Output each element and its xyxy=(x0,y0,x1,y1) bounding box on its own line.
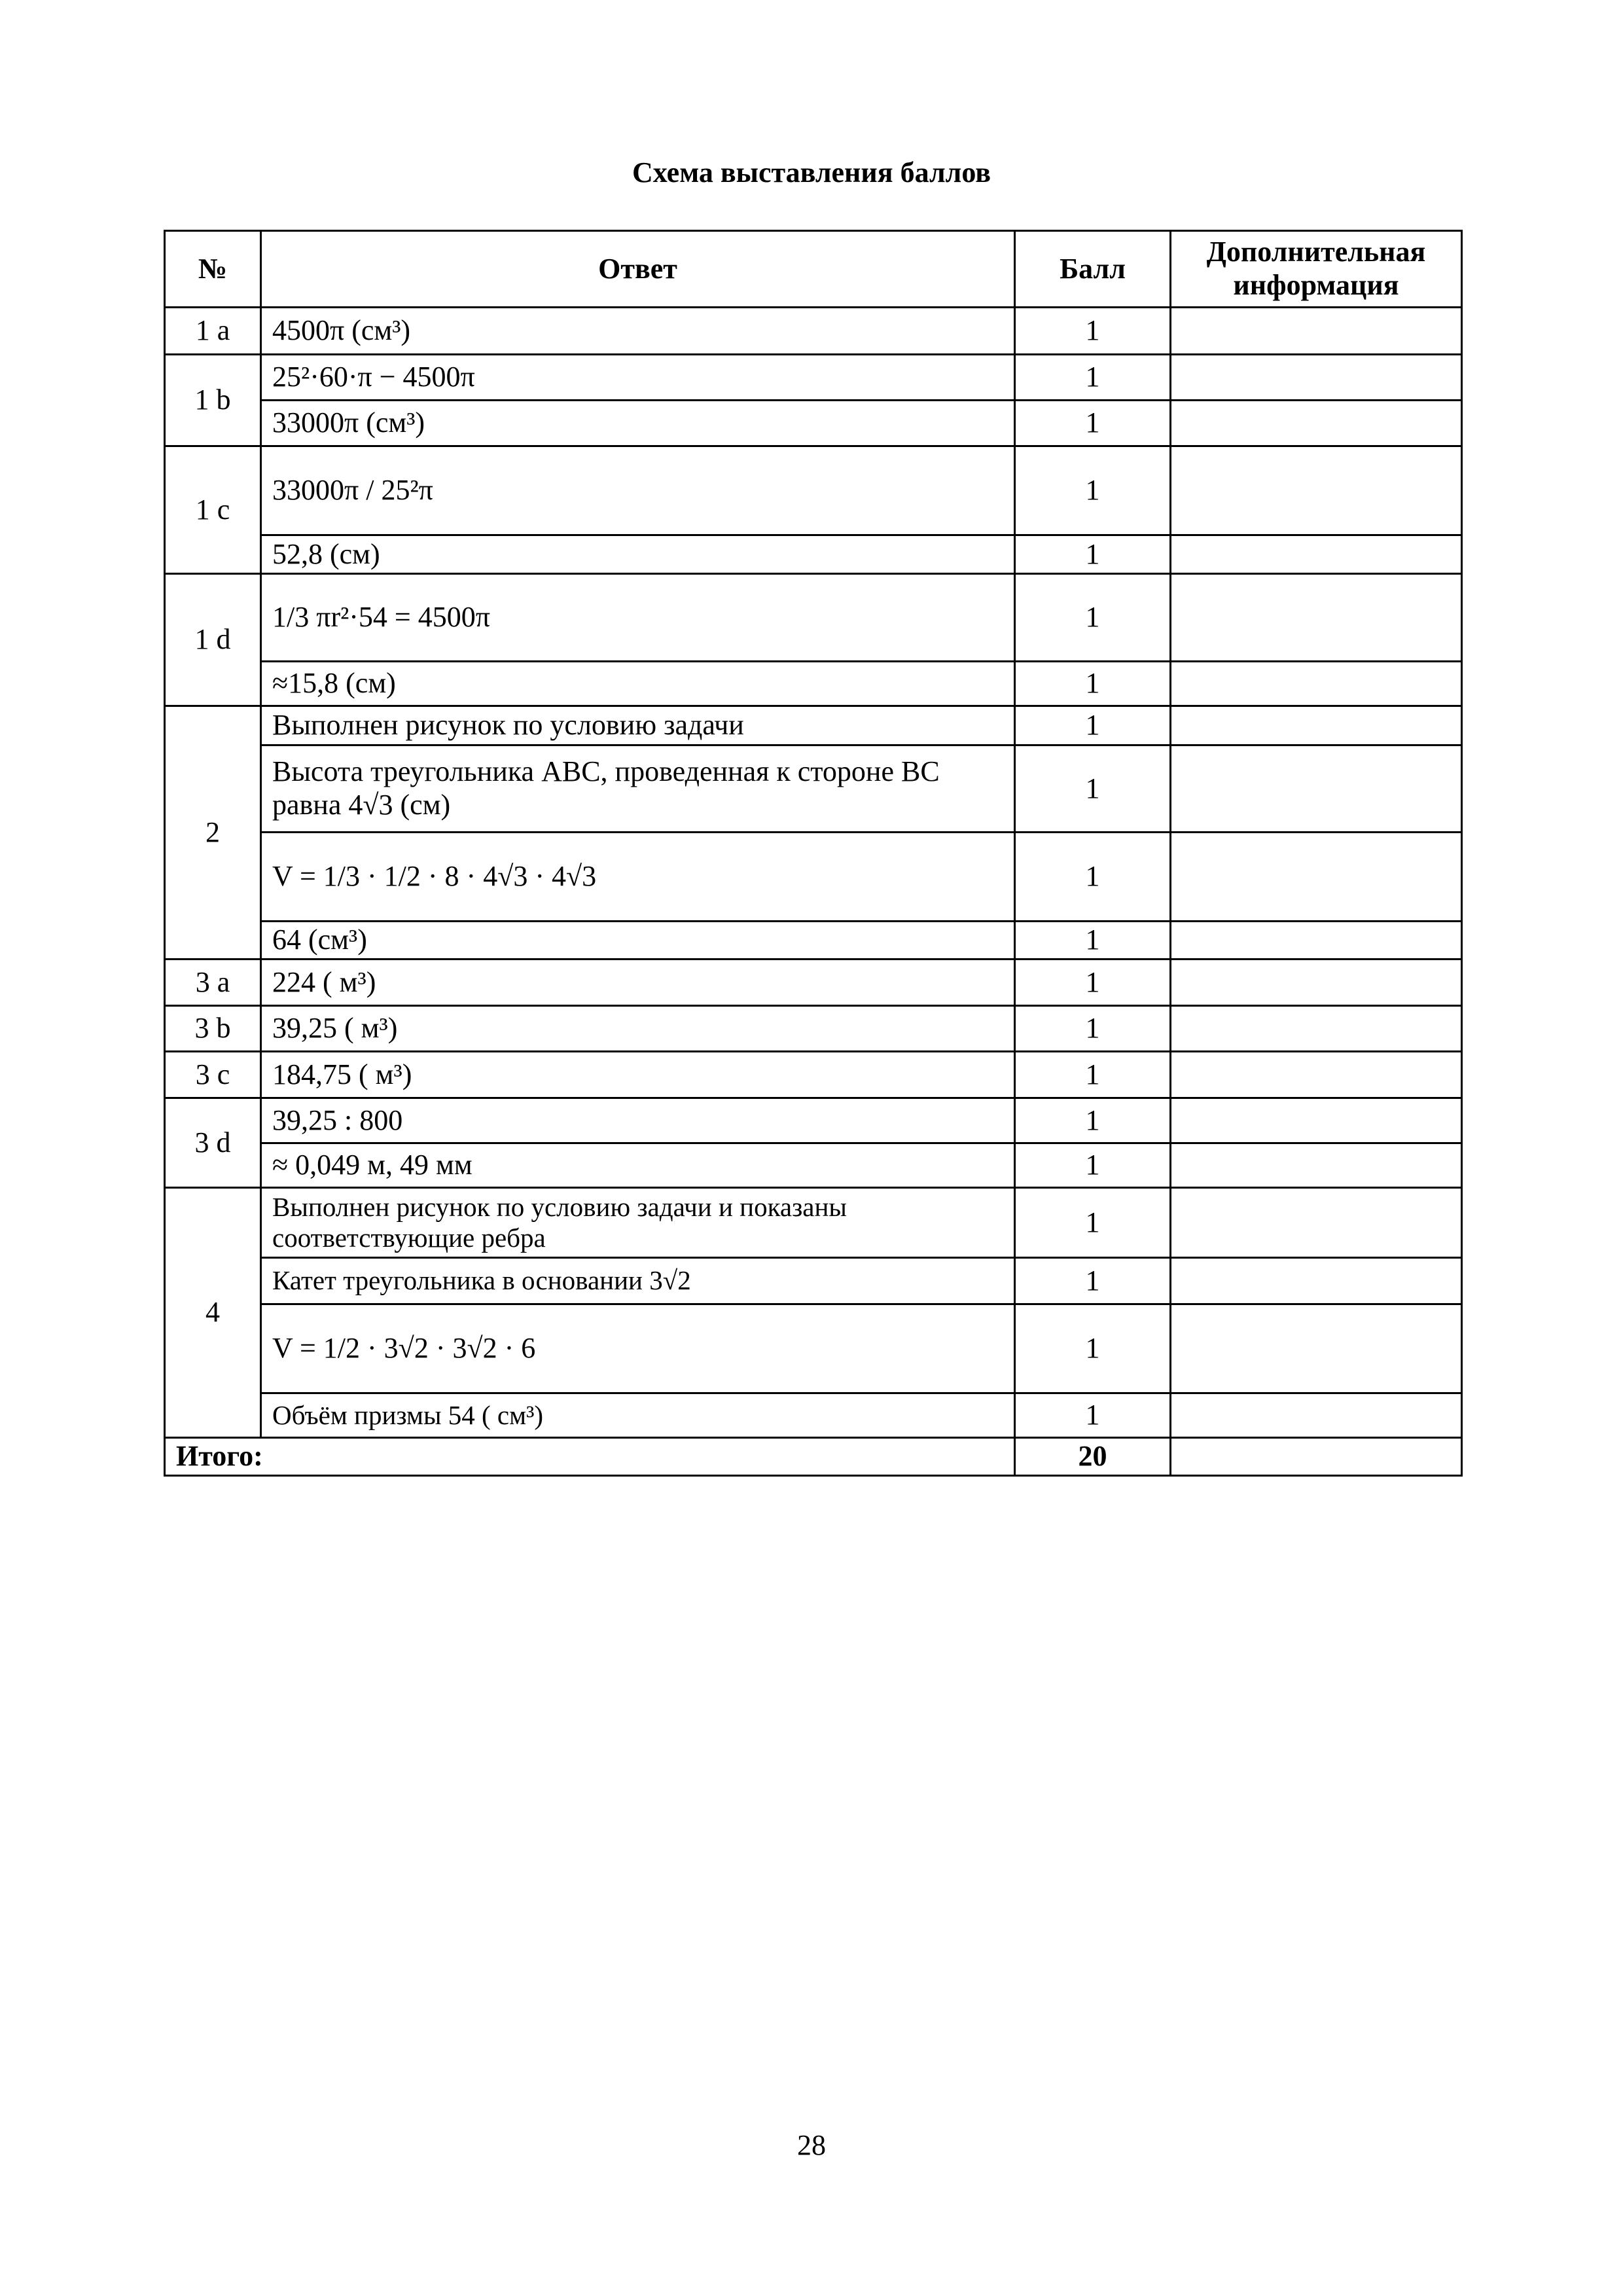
row-number: 4 xyxy=(165,1188,261,1438)
header-score: Балл xyxy=(1015,231,1171,308)
answer-formula: V = 1/2 · 3√2 · 3√2 · 6 xyxy=(272,1332,536,1365)
extra-cell xyxy=(1171,446,1462,535)
row-number: 1 d xyxy=(165,574,261,706)
table-row xyxy=(165,535,1462,574)
score-cell: 1 xyxy=(1015,446,1171,535)
table-row xyxy=(165,1143,1462,1188)
table-row xyxy=(165,1006,1462,1052)
score-cell: 1 xyxy=(1015,1304,1171,1393)
table-row xyxy=(165,308,1462,355)
answer-formula: 33000π (см³) xyxy=(272,406,425,439)
answer-cell xyxy=(261,1143,1015,1188)
score-cell: 1 xyxy=(1015,922,1171,960)
score-cell: 1 xyxy=(1015,833,1171,922)
row-number: 3 b xyxy=(165,1006,261,1052)
row-number: 1 c xyxy=(165,446,261,574)
header-num: № xyxy=(165,231,261,308)
page-title: Схема выставления баллов xyxy=(632,156,991,188)
table-row xyxy=(165,662,1462,706)
row-number: 3 a xyxy=(165,960,261,1006)
table-row xyxy=(165,1188,1462,1258)
score-cell: 1 xyxy=(1015,574,1171,662)
answer-cell xyxy=(261,355,1015,401)
extra-cell xyxy=(1171,308,1462,355)
extra-cell xyxy=(1171,1188,1462,1258)
score-cell: 1 xyxy=(1015,706,1171,745)
answer-cell xyxy=(261,1098,1015,1143)
extra-cell xyxy=(1171,960,1462,1006)
answer-cell xyxy=(261,446,1015,535)
answer-cell xyxy=(261,574,1015,662)
total-score: 20 xyxy=(1015,1438,1171,1476)
extra-cell xyxy=(1171,535,1462,574)
score-cell: 1 xyxy=(1015,1143,1171,1188)
answer-formula: Объём призмы 54 ( см³) xyxy=(272,1399,544,1430)
answer-cell xyxy=(261,1304,1015,1393)
answer-cell xyxy=(261,662,1015,706)
score-cell: 1 xyxy=(1015,1052,1171,1098)
extra-cell xyxy=(1171,833,1462,922)
extra-cell xyxy=(1171,1258,1462,1304)
answer-cell xyxy=(261,960,1015,1006)
table-row xyxy=(165,355,1462,401)
answer-formula: 224 ( м³) xyxy=(272,965,376,998)
extra-cell xyxy=(1171,1393,1462,1438)
score-cell: 1 xyxy=(1015,1188,1171,1258)
extra-cell xyxy=(1171,1438,1462,1476)
score-cell: 1 xyxy=(1015,960,1171,1006)
answer-formula: Высота треугольника ABC, проведенная к стороне BC равна 4√3 (см) xyxy=(272,755,940,821)
table-row xyxy=(165,401,1462,446)
extra-cell xyxy=(1171,1006,1462,1052)
answer-cell xyxy=(261,1052,1015,1098)
extra-cell xyxy=(1171,1098,1462,1143)
page-number: 28 xyxy=(797,2129,826,2161)
answer-formula: 4500π (см³) xyxy=(272,314,411,347)
answer-formula: 1/3 πr²·54 = 4500π xyxy=(272,601,490,634)
answer-formula: 39,25 ( м³) xyxy=(272,1012,398,1045)
answer-formula: 39,25 : 800 xyxy=(272,1103,403,1136)
table-row xyxy=(165,1052,1462,1098)
row-number: 2 xyxy=(165,706,261,960)
answer-cell xyxy=(261,1393,1015,1438)
score-cell: 1 xyxy=(1015,1393,1171,1438)
row-number: 1 b xyxy=(165,355,261,446)
answer-formula: 184,75 ( м³) xyxy=(272,1058,412,1090)
extra-cell xyxy=(1171,574,1462,662)
row-number: 1 a xyxy=(165,308,261,355)
table-row xyxy=(165,1304,1462,1393)
table-row xyxy=(165,574,1462,662)
extra-cell xyxy=(1171,662,1462,706)
answer-cell xyxy=(261,401,1015,446)
answer-cell xyxy=(261,308,1015,355)
answer-cell xyxy=(261,745,1015,833)
table-row xyxy=(165,922,1462,960)
score-cell: 1 xyxy=(1015,1098,1171,1143)
extra-cell xyxy=(1171,706,1462,745)
table-row xyxy=(165,745,1462,833)
score-cell: 1 xyxy=(1015,535,1171,574)
table-row xyxy=(165,1098,1462,1143)
answer-formula: 52,8 (см) xyxy=(272,537,380,570)
extra-cell xyxy=(1171,1052,1462,1098)
answer-cell xyxy=(261,1258,1015,1304)
answer-cell xyxy=(261,535,1015,574)
answer-formula: 33000π / 25²π xyxy=(272,474,433,507)
header-extra: Дополнительная информация xyxy=(1171,231,1462,308)
answer-formula: 64 (см³) xyxy=(272,924,367,956)
answer-formula: ≈15,8 (см) xyxy=(272,667,396,700)
score-cell: 1 xyxy=(1015,355,1171,401)
score-cell: 1 xyxy=(1015,1258,1171,1304)
extra-cell xyxy=(1171,1304,1462,1393)
answer-formula: 25²·60·π − 4500π xyxy=(272,361,475,393)
score-cell: 1 xyxy=(1015,1006,1171,1052)
scoring-table xyxy=(164,230,1463,1477)
score-cell: 1 xyxy=(1015,401,1171,446)
answer-cell xyxy=(261,833,1015,922)
row-number: 3 d xyxy=(165,1098,261,1188)
answer-formula: ≈ 0,049 м, 49 мм xyxy=(272,1149,473,1181)
total-row xyxy=(165,1438,1462,1476)
extra-cell xyxy=(1171,355,1462,401)
extra-cell xyxy=(1171,745,1462,833)
table-header-row xyxy=(165,231,1462,308)
answer-formula: V = 1/3 · 1/2 · 8 · 4√3 · 4√3 xyxy=(272,860,597,893)
answer-cell: Выполнен рисунок по условию задачи и показаны соответствующие ребра xyxy=(261,1188,1015,1258)
table-row xyxy=(165,1258,1462,1304)
table-row xyxy=(165,706,1462,745)
row-number: 3 c xyxy=(165,1052,261,1098)
table-row xyxy=(165,833,1462,922)
table-row xyxy=(165,446,1462,535)
header-answer: Ответ xyxy=(261,231,1015,308)
answer-cell xyxy=(261,1006,1015,1052)
answer-cell xyxy=(261,922,1015,960)
total-label: Итого: xyxy=(165,1438,1015,1476)
extra-cell xyxy=(1171,1143,1462,1188)
extra-cell xyxy=(1171,922,1462,960)
table-row xyxy=(165,960,1462,1006)
table-row xyxy=(165,1393,1462,1438)
score-cell: 1 xyxy=(1015,745,1171,833)
score-cell: 1 xyxy=(1015,662,1171,706)
score-cell: 1 xyxy=(1015,308,1171,355)
answer-cell: Выполнен рисунок по условию задачи xyxy=(261,706,1015,745)
answer-formula: Катет треугольника в основании 3√2 xyxy=(272,1265,691,1296)
extra-cell xyxy=(1171,401,1462,446)
